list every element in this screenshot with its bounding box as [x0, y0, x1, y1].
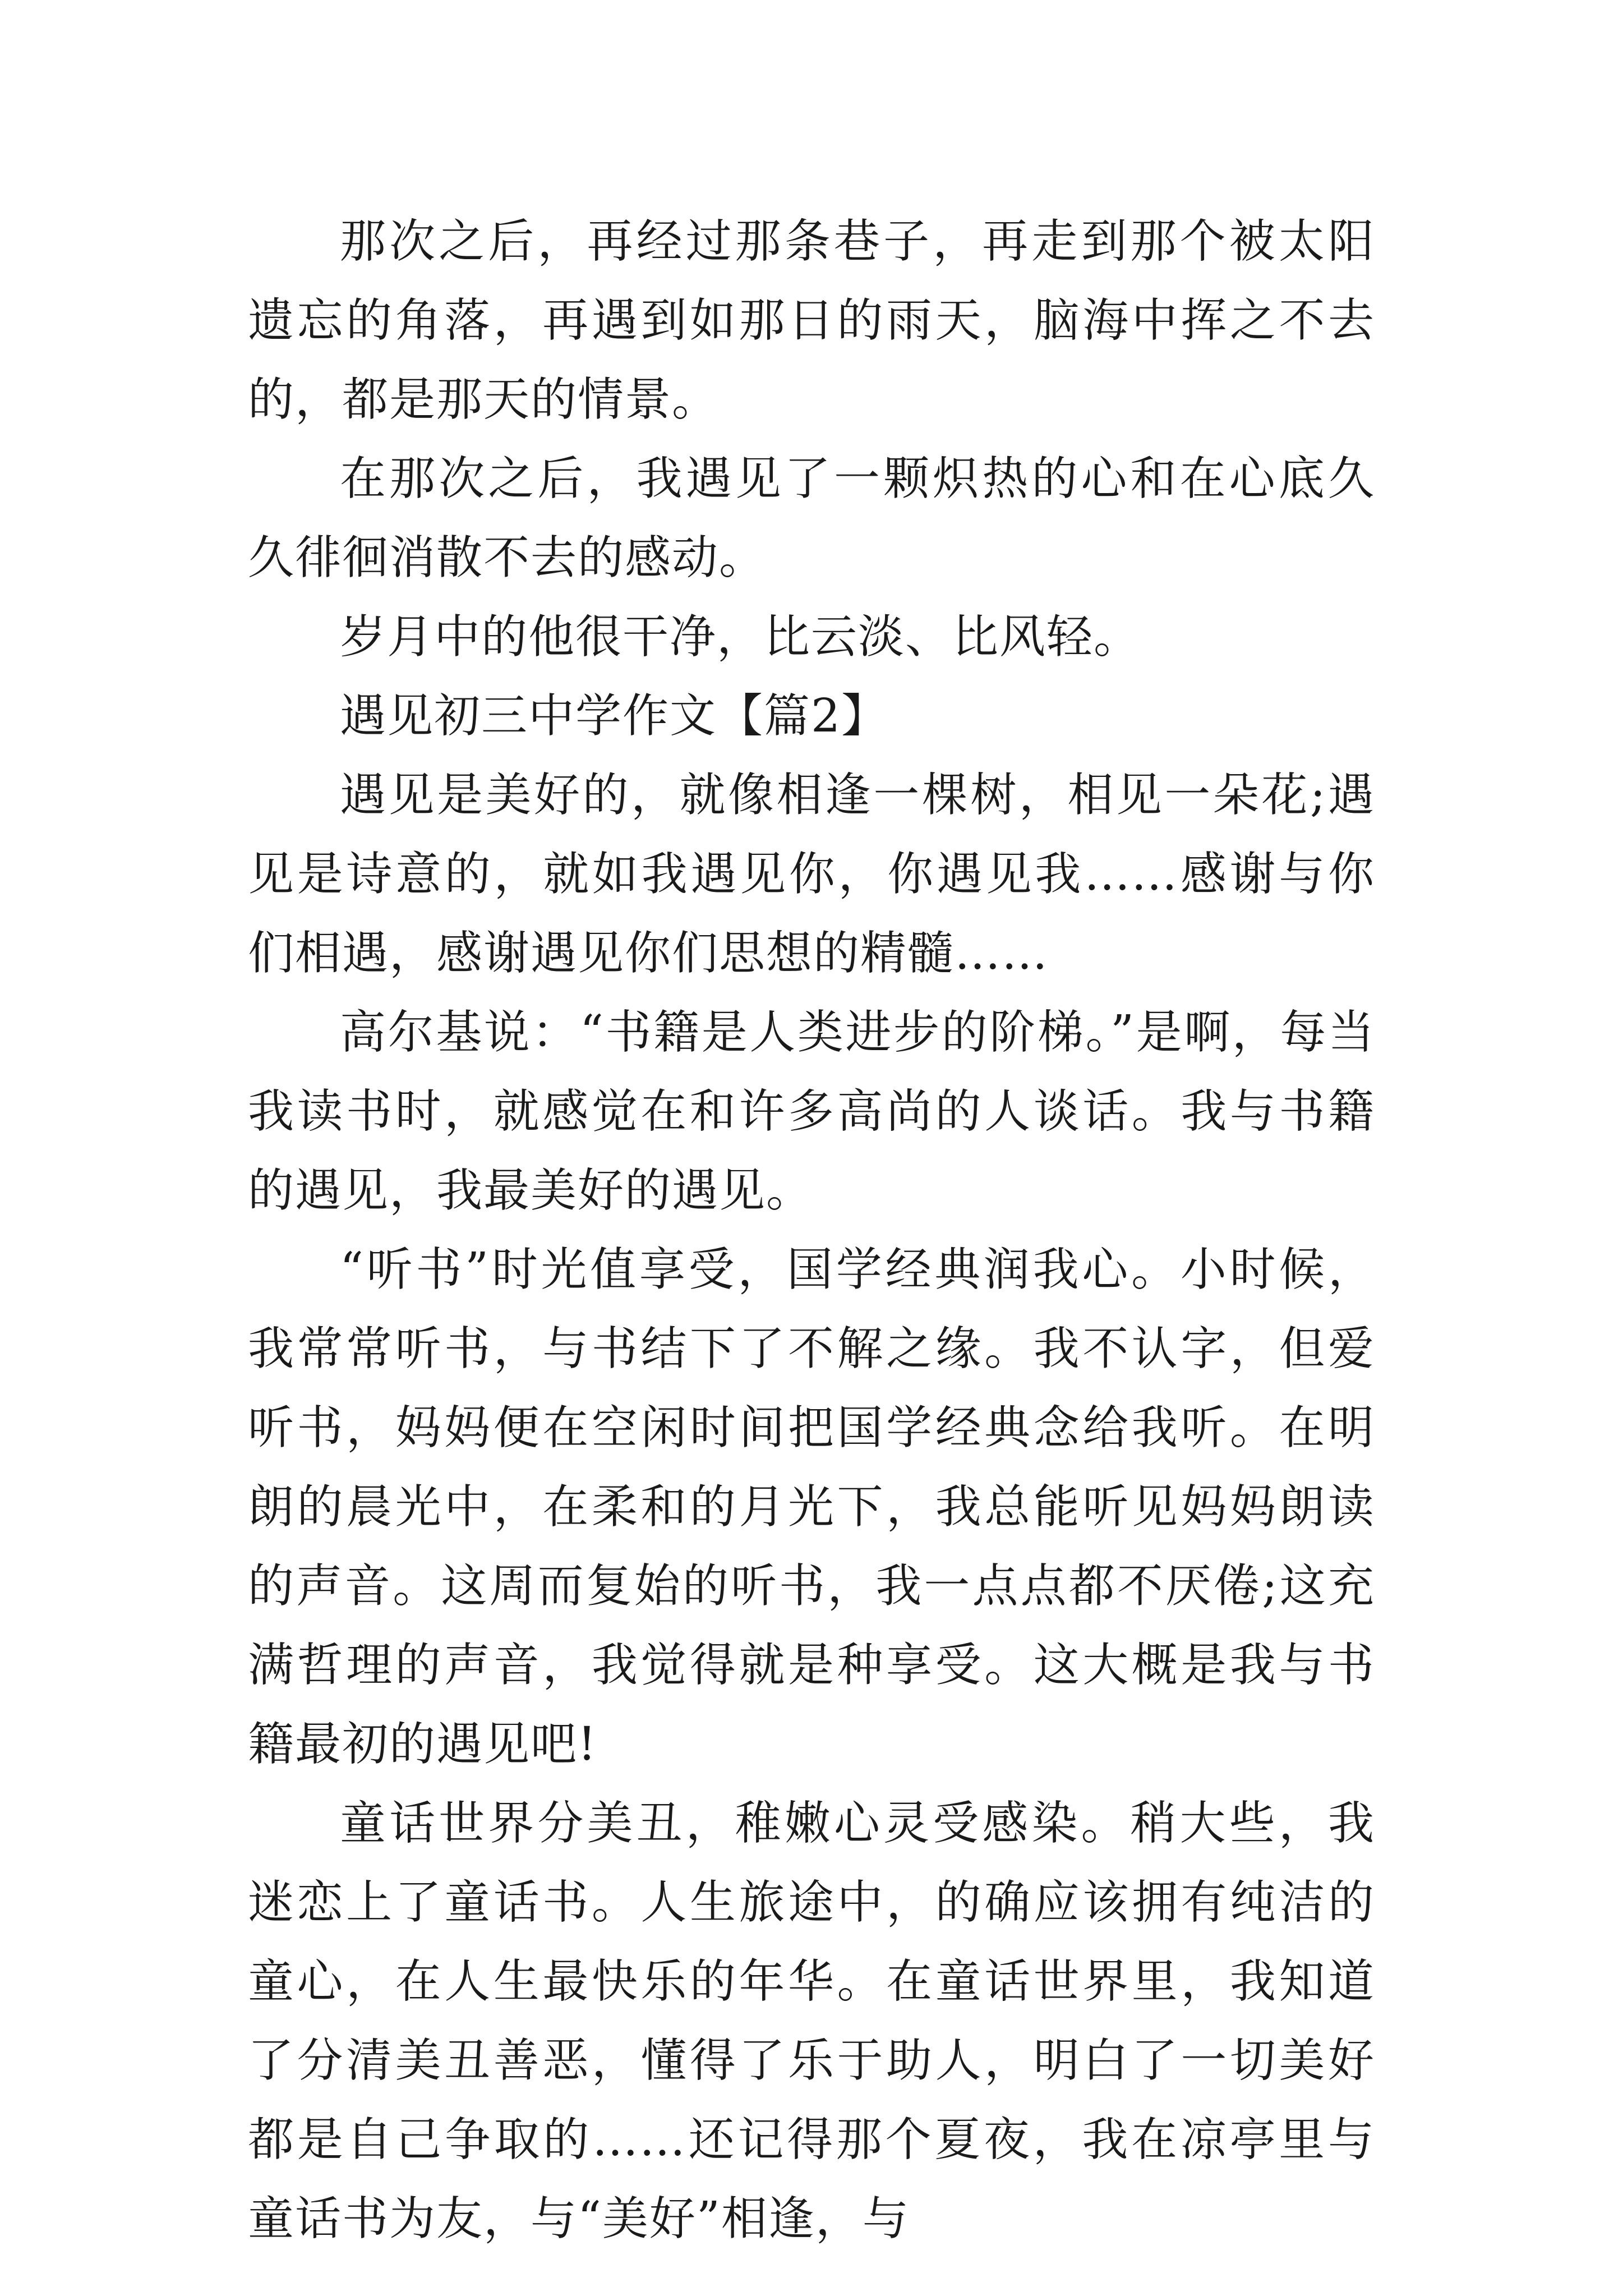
paragraph: 遇见是美好的，就像相逢一棵树，相见一朵花;遇见是诗意的，就如我遇见你，你遇见我……感谢与你们相遇，感谢遇见你们思想的精髓…… [248, 769, 1375, 980]
paragraph: 在那次之后，我遇见了一颗炽热的心和在心底久久徘徊消散不去的感动。 [248, 452, 1375, 585]
paragraph: 童话世界分美丑，稚嫩心灵受感染。稍大些，我迷恋上了童话书。人生旅途中，的确应该拥有纯洁的童心，在人生最快乐的年华。在童话世界里，我知道了分清美丑善恶，懂得了乐于助人，明白了一切美好都是自己争取的……还记得那个夏夜，我在凉亭里与童话书为友，与“美好”相逢，与 [248, 1797, 1375, 2246]
essay-body [248, 202, 1375, 2258]
paragraph: 那次之后，再经过那条巷子，再走到那个被太阳遗忘的角落，再遇到如那日的雨天，脑海中挥之不去的，都是那天的情景。 [248, 215, 1375, 426]
paragraph: “听书”时光值享受，国学经典润我心。小时候，我常常听书，与书结下了不解之缘。我不认字，但爱听书，妈妈便在空闲时间把国学经典念给我听。在明朗的晨光中，在柔和的月光下，我总能听见妈妈朗读的声音。这周而复始的听书，我一点点都不厌倦;这充满哲理的声音，我觉得就是种享受。这大概是我与书籍最初的遇见吧! [248, 1243, 1375, 1771]
paragraph: 岁月中的他很干净，比云淡、比风轻。 [340, 610, 1141, 664]
paragraph: 高尔基说：“书籍是人类进步的阶梯。”是啊，每当我读书时，就感觉在和许多高尚的人谈话。我与书籍的遇见，我最美好的遇见。 [248, 1006, 1375, 1217]
section-heading: 遇见初三中学作文【篇2】 [340, 689, 889, 743]
